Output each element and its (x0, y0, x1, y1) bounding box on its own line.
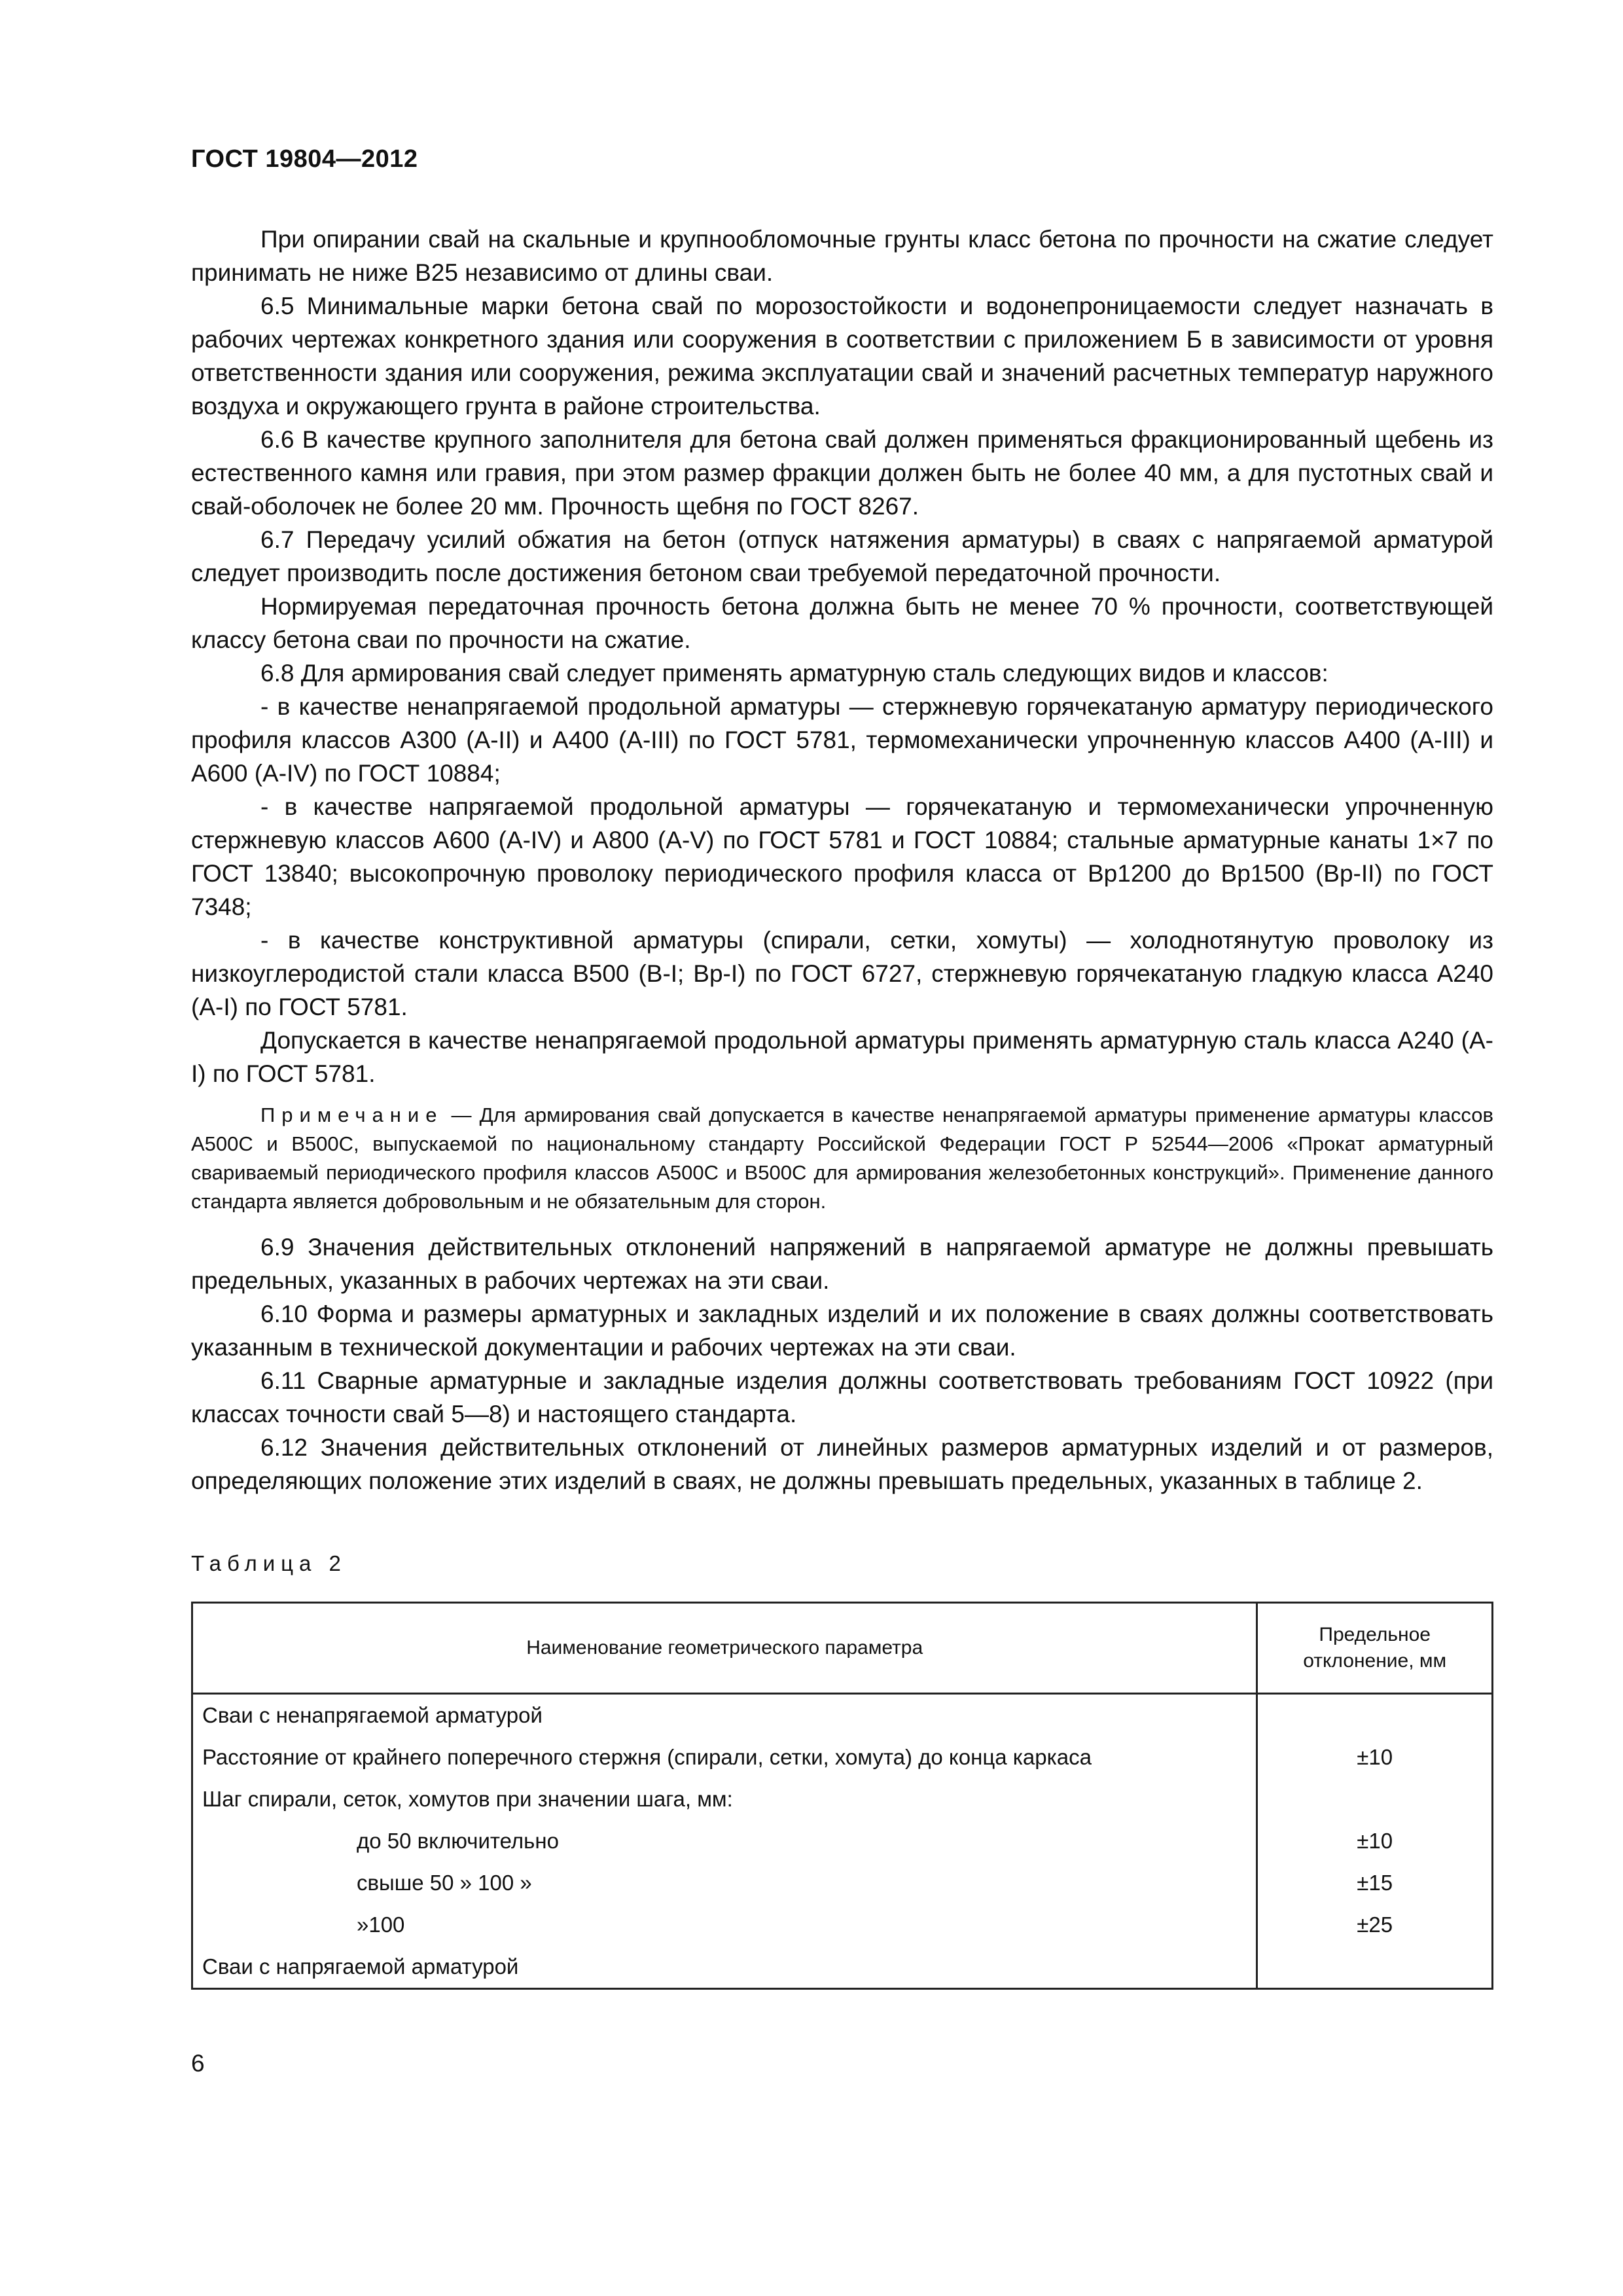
table-cell-value: ±25 (1257, 1904, 1493, 1946)
paragraph-6-7: 6.7 Передачу усилий обжатия на бетон (отпуск натяжения арматуры) в сваях с напрягаемой арматурой следует производить после достижения бетоном сваи требуемой передаточной прочности. (191, 526, 1493, 586)
page-number: 6 (191, 2050, 205, 2077)
table-row (192, 1694, 1493, 1737)
table-caption: Таблица 2 (191, 1551, 347, 1575)
table-header-value: Предельное отклонение, мм (1257, 1603, 1493, 1694)
note (191, 1101, 1493, 1216)
note-label: Примечание (260, 1103, 444, 1126)
paragraph-6-9: 6.9 Значения действительных отклонений напряжений в напрягаемой арматуре не должны превышать предельных, указанных в рабочих чертежах на эти сваи. (191, 1234, 1493, 1294)
table-cell-value (1257, 1694, 1493, 1737)
list-item: - в качестве ненапрягаемой продольной арматуры — стержневую горячекатаную арматуру периодического профиля классов А300 (А-II) и А400 (А-III) по ГОСТ 5781, термомеханически упрочненную классов А400 (А-III) и А600 (А-IV) по ГОСТ 10884; (191, 693, 1493, 787)
document-header: ГОСТ 19804—2012 (191, 145, 418, 173)
paragraph: Допускается в качестве ненапрягаемой продольной арматуры применять арматурную сталь класса А240 (А-I) по ГОСТ 5781. (191, 1027, 1493, 1087)
paragraph-6-5: 6.5 Минимальные марки бетона свай по морозостойкости и водонепроницаемости следует назначать в рабочих чертежах конкретного здания или сооружения в соответствии с приложением Б в зависимости от уровня ответственности здания или сооружения, режима эксплуатации свай и значений расчетных температур наружного воздуха и окружающего грунта в районе строительства. (191, 293, 1493, 420)
paragraph-6-8: 6.8 Для армирования свай следует применять арматурную сталь следующих видов и классов: (260, 660, 1329, 687)
table-cell-param: »100 (192, 1904, 1257, 1946)
paragraph: При опирании свай на скальные и крупнообломочные грунты класс бетона по прочности на сжатие следует принимать не ниже В25 независимо от длины сваи. (191, 226, 1493, 286)
table-cell-param: Сваи с ненапрягаемой арматурой (192, 1694, 1257, 1737)
table-cell-value (1257, 1946, 1493, 1989)
table-row (192, 1862, 1493, 1904)
note-text: — Для армирования свай допускается в качестве ненапрягаемой арматуры применение арматуры классов А500С и В500С, выпускаемой по национальному стандарту Российской Федерации ГОСТ Р 52544—2006 «Прокат арматурный свариваемый периодического профиля классов А500С и В500С для армирования железобетонных конструкций». Применение данного стандарта является добровольным и не обязательным для сторон. (191, 1103, 1493, 1213)
table-cell-param: до 50 включительно (192, 1820, 1257, 1862)
table-row (192, 1946, 1493, 1989)
paragraph-6-10: 6.10 Форма и размеры арматурных и закладных изделий и их положение в сваях должны соответствовать указанным в технической документации и рабочих чертежах на эти сваи. (191, 1300, 1493, 1361)
table-cell-param: свыше 50 » 100 » (192, 1862, 1257, 1904)
table-row (192, 1736, 1493, 1778)
table-header-param: Наименование геометрического параметра (192, 1603, 1257, 1694)
table-row (192, 1904, 1493, 1946)
body-text (191, 223, 1493, 1498)
table-row (192, 1778, 1493, 1820)
table-cell-value (1257, 1778, 1493, 1820)
table-cell-value: ±10 (1257, 1736, 1493, 1778)
table-header-row (192, 1603, 1493, 1694)
table-cell-value: ±15 (1257, 1862, 1493, 1904)
list-item: - в качестве напрягаемой продольной арматуры — горячекатаную и термомеханически упрочненную стержневую классов А600 (А-IV) и А800 (А-V) по ГОСТ 5781 и ГОСТ 10884; стальные арматурные канаты 1×7 по ГОСТ 13840; высокопрочную проволоку периодического профиля класса от Вр1200 до Вр1500 (Вр-II) по ГОСТ 7348; (191, 793, 1493, 920)
table-cell-param: Шаг спирали, сеток, хомутов при значении шага, мм: (192, 1778, 1257, 1820)
paragraph: Нормируемая передаточная прочность бетона должна быть не менее 70 % прочности, соответствующей классу бетона сваи по прочности на сжатие. (191, 593, 1493, 653)
paragraph-6-6: 6.6 В качестве крупного заполнителя для бетона свай должен применяться фракционированный щебень из естественного камня или гравия, при этом размер фракции должен быть не более 40 мм, а для пустотных свай и свай-оболочек не более 20 мм. Прочность щебня по ГОСТ 8267. (191, 426, 1493, 520)
tolerance-table (191, 1602, 1493, 1990)
list-item: - в качестве конструктивной арматуры (спирали, сетки, хомуты) — холоднотянутую проволоку из низкоуглеродистой стали класса В500 (В-I; Вр-I) по ГОСТ 6727, стержневую горячекатаную гладкую класса А240 (А-I) по ГОСТ 5781. (191, 927, 1493, 1020)
table-cell-param: Сваи с напрягаемой арматурой (192, 1946, 1257, 1989)
paragraph-6-12: 6.12 Значения действительных отклонений от линейных размеров арматурных изделий и от размеров, определяющих положение этих изделий в сваях, не должны превышать предельных, указанных в таблице 2. (191, 1434, 1493, 1494)
table-cell-value: ±10 (1257, 1820, 1493, 1862)
paragraph-6-11: 6.11 Сварные арматурные и закладные изделия должны соответствовать требованиям ГОСТ 10922 (при классах точности свай 5—8) и настоящего стандарта. (191, 1367, 1493, 1427)
table-row (192, 1820, 1493, 1862)
table-cell-param: Расстояние от крайнего поперечного стержня (спирали, сетки, хомута) до конца каркаса (192, 1736, 1257, 1778)
